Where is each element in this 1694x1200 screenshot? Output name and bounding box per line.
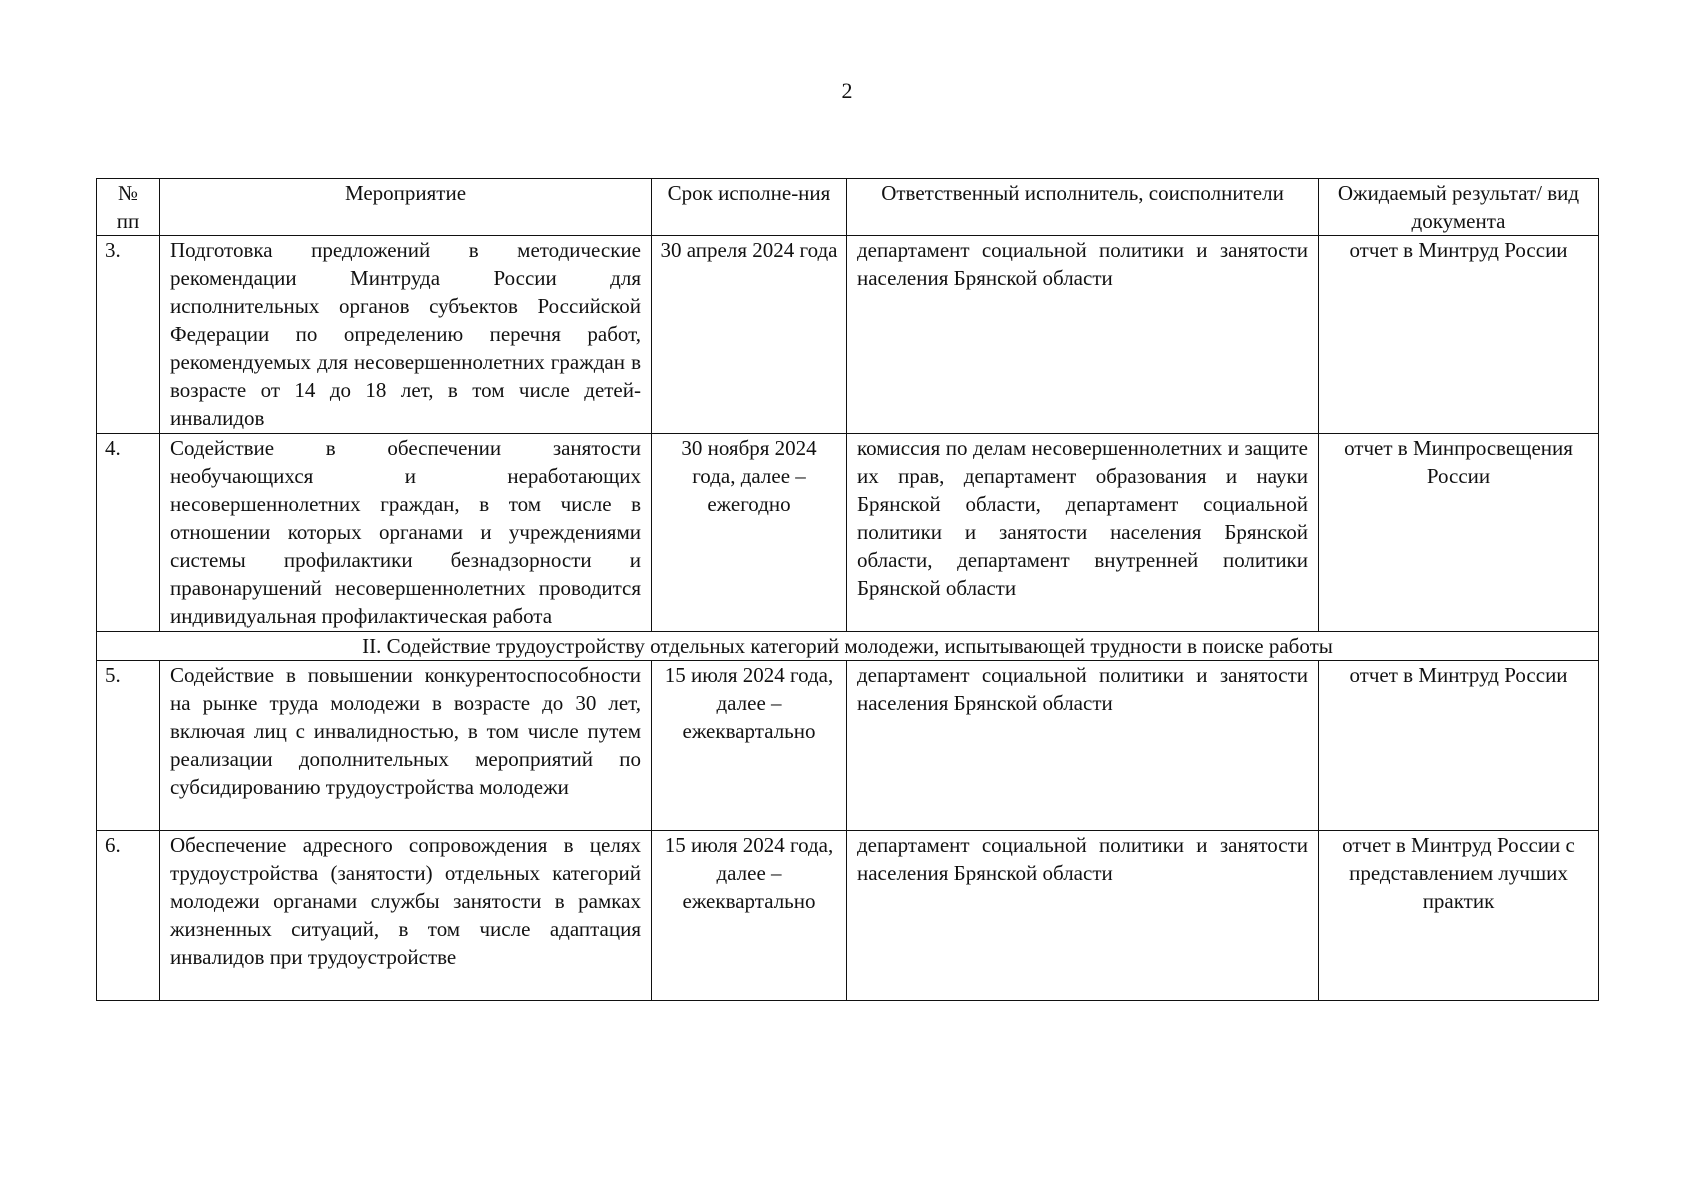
section-heading: II. Содействие трудоустройству отдельных категорий молодежи, испытывающей трудности в поиске работы bbox=[97, 632, 1599, 661]
table-row bbox=[97, 831, 1599, 1001]
table-row bbox=[97, 661, 1599, 831]
row-event: Содействие в обеспечении занятости необучающихся и неработающих несовершеннолетних граждан, в том числе в отношении которых органами и учреждениями системы профилактики безнадзорности и правонарушений несовершеннолетних проводится индивидуальная профилактическая работа bbox=[160, 434, 652, 632]
table-header-row bbox=[97, 179, 1599, 236]
page-number: 2 bbox=[841, 78, 853, 103]
row-event: Подготовка предложений в методические рекомендации Минтруда России для исполнительных органов субъектов Российской Федерации по определению перечня работ, рекомендуемых для несовершеннолетних граждан в возрасте от 14 до 18 лет, в том числе детей-инвалидов bbox=[160, 236, 652, 434]
header-term: Срок исполне-ния bbox=[652, 179, 847, 236]
row-number: 3. bbox=[97, 236, 160, 434]
row-responsible: департамент социальной политики и занятости населения Брянской области bbox=[847, 236, 1319, 434]
row-responsible: департамент социальной политики и занятости населения Брянской области bbox=[847, 661, 1319, 831]
row-number: 4. bbox=[97, 434, 160, 632]
header-result: Ожидаемый результат/ вид документа bbox=[1319, 179, 1599, 236]
measures-table bbox=[96, 178, 1599, 1001]
row-term: 15 июля 2024 года, далее – ежеквартально bbox=[652, 831, 847, 1001]
row-term: 30 апреля 2024 года bbox=[652, 236, 847, 434]
header-responsible: Ответственный исполнитель, соисполнители bbox=[847, 179, 1319, 236]
row-result: отчет в Минпросвещения России bbox=[1319, 434, 1599, 632]
header-num: № пп bbox=[97, 179, 160, 236]
section-heading-row bbox=[97, 632, 1599, 661]
header-event: Мероприятие bbox=[160, 179, 652, 236]
row-result: отчет в Минтруд России bbox=[1319, 661, 1599, 831]
row-term: 15 июля 2024 года, далее – ежеквартально bbox=[652, 661, 847, 831]
row-event: Содействие в повышении конкурентоспособности на рынке труда молодежи в возрасте до 30 лет, включая лиц с инвалидностью, в том числе путем реализации дополнительных мероприятий по субсидированию трудоустройства молодежи bbox=[160, 661, 652, 831]
row-event: Обеспечение адресного сопровождения в целях трудоустройства (занятости) отдельных категорий молодежи органами службы занятости в рамках жизненных ситуаций, в том числе адаптация инвалидов при трудоустройстве bbox=[160, 831, 652, 1001]
row-responsible: департамент социальной политики и занятости населения Брянской области bbox=[847, 831, 1319, 1001]
row-term: 30 ноября 2024 года, далее – ежегодно bbox=[652, 434, 847, 632]
row-number: 6. bbox=[97, 831, 160, 1001]
row-responsible: комиссия по делам несовершеннолетних и защите их прав, департамент образования и науки Брянской области, департамент социальной политики и занятости населения Брянской области, департамент внутренней политики Брянской области bbox=[847, 434, 1319, 632]
row-result: отчет в Минтруд России bbox=[1319, 236, 1599, 434]
row-result: отчет в Минтруд России с представлением лучших практик bbox=[1319, 831, 1599, 1001]
row-number: 5. bbox=[97, 661, 160, 831]
table-row bbox=[97, 434, 1599, 632]
table-row bbox=[97, 236, 1599, 434]
